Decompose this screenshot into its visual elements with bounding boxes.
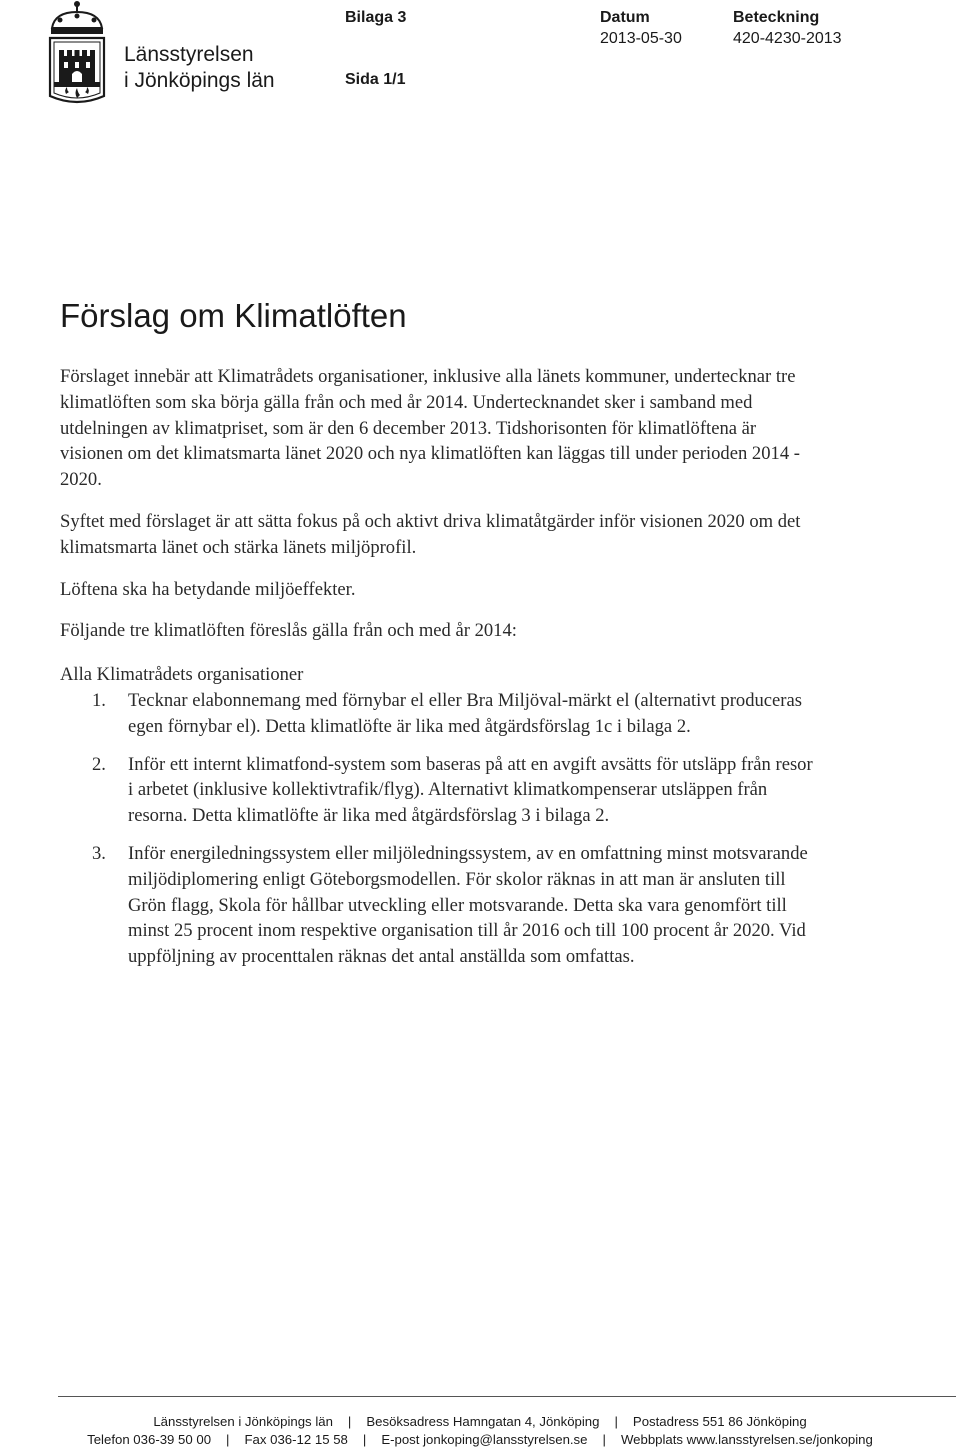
pledge-number: 1. bbox=[92, 689, 106, 711]
footer-email: E-post jonkoping@lansstyrelsen.se bbox=[381, 1432, 588, 1447]
paragraph-pledges-intro: Följande tre klimatlöften föreslås gälla från och med år 2014: bbox=[60, 620, 517, 642]
footer-separator: | bbox=[347, 1414, 352, 1429]
page-label: Sida 1/1 bbox=[345, 71, 406, 88]
footer-phone: Telefon 036-39 50 00 bbox=[87, 1432, 212, 1447]
pledge-text: Inför energiledningssystem eller miljöledningssystem, av en omfattning minst motsvarande miljödiplomering enligt Göteborgsmodellen. För skolor räknas in att man är ansluten till Grön flagg, Skola för hållbar utveckling eller motsvarande. Detta ska vara genomfört till minst 25 procent inom respektive organisation till år 2016 och till 100 procent år 2020. Vid uppföljning av procenttalen räknas det antal anställda som omfattas. bbox=[128, 842, 808, 968]
date-value: 2013-05-30 bbox=[600, 30, 682, 47]
footer-line-1 bbox=[0, 1414, 960, 1430]
pledge-text: Inför ett internt klimatfond-system som baseras på att en avgift avsätts för utsläpp från resor i arbetet (inklusive kollektivtrafik/flyg). Alternativt klimatkompenserar utsläppen från resorna. Detta klimatlöfte är lika med åtgärdsförslag 3 i bilaga 2. bbox=[128, 753, 813, 827]
footer-visiting-address: Besöksadress Hamngatan 4, Jönköping bbox=[366, 1414, 600, 1429]
footer-separator: | bbox=[226, 1432, 230, 1447]
organization-name bbox=[124, 42, 275, 94]
reference-value: 420-4230-2013 bbox=[733, 30, 842, 47]
document-title: Förslag om Klimatlöften bbox=[60, 297, 407, 334]
org-name-line2: i Jönköpings län bbox=[124, 69, 275, 92]
document-body bbox=[60, 364, 820, 970]
footer-separator: | bbox=[614, 1414, 618, 1429]
pledge-number: 2. bbox=[92, 753, 106, 775]
paragraph-effects: Löftena ska ha betydande miljöeffekter. bbox=[60, 578, 356, 600]
footer-postal-address: Postadress 551 86 Jönköping bbox=[632, 1414, 807, 1429]
pledge-list bbox=[60, 688, 820, 970]
attachment-label: Bilaga 3 bbox=[345, 9, 407, 26]
footer-divider bbox=[58, 1396, 956, 1397]
paragraph-purpose: Syftet med förslaget är att sätta fokus på och aktivt driva klimatåtgärder inför visionen 2020 om det klimatsmarta länet och stärka länets miljöprofil. bbox=[60, 510, 801, 558]
footer-website: Webbplats www.lansstyrelsen.se/jonkoping bbox=[620, 1432, 873, 1447]
pledge-number: 3. bbox=[92, 842, 106, 864]
coat-of-arms-logo bbox=[46, 0, 108, 108]
pledge-text: Tecknar elabonnemang med förnybar el eller Bra Miljöval-märkt el (alternativt produceras egen förnybar el). Detta klimatlöfte är lika med åtgärdsförslag 1c i bilaga 2. bbox=[128, 689, 802, 737]
list-item bbox=[60, 752, 820, 829]
date-label: Datum bbox=[600, 9, 650, 26]
org-name-line1: Länsstyrelsen bbox=[124, 43, 254, 66]
footer-separator: | bbox=[602, 1432, 606, 1447]
paragraph-intro: Förslaget innebär att Klimatrådets organisationer, inklusive alla länets kommuner, undertecknar tre klimatlöften som ska börja gälla från och med år 2014. Undertecknandet sker i samband med utdelningen av klimatpriset, som är den 6 december 2013. Tidshorisonten för klimatlöftena är visionen om det klimatsmarta länet 2020 och nya klimatlöften kan läggas till under perioden 2014 - 2020. bbox=[60, 366, 800, 491]
list-item bbox=[60, 688, 820, 740]
reference-label: Beteckning bbox=[733, 9, 820, 26]
footer-org-name: Länsstyrelsen i Jönköpings län bbox=[153, 1414, 333, 1429]
list-item bbox=[60, 841, 820, 970]
footer-fax: Fax 036-12 15 58 bbox=[244, 1432, 348, 1447]
paragraph-organisations: Alla Klimatrådets organisationer bbox=[60, 664, 304, 686]
footer-separator: | bbox=[362, 1432, 367, 1447]
footer-line-2 bbox=[0, 1432, 960, 1448]
